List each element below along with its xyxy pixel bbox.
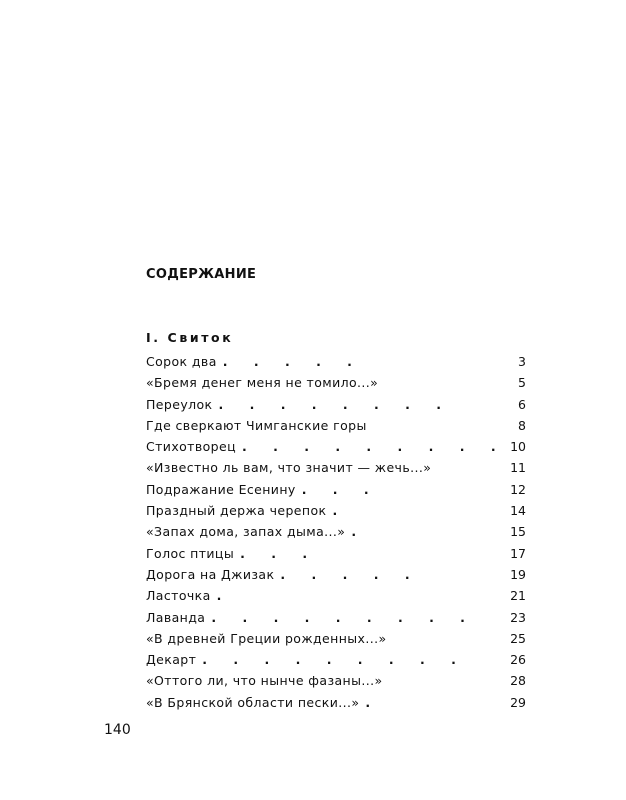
entry-leader-dots: . . . . . . . . . [202,652,467,668]
entry-leader-dots: . . . . . . . . [218,396,452,412]
toc-entry [146,521,526,542]
entry-page-number: 25 [510,630,526,646]
toc-entry [146,607,526,628]
entry-title: Где сверкают Чимганские горы [146,417,367,433]
entry-title: Декарт [146,652,197,668]
entry-page-number: 14 [510,503,526,519]
toc-entry [146,351,526,372]
entry-page-number: 28 [510,673,526,689]
toc-entry [146,543,526,564]
section-title: I. Свиток [146,330,234,345]
entry-page-number: 21 [510,588,526,604]
entry-title: Ласточка [146,588,211,604]
toc-entry [146,457,526,478]
entry-page-number: 19 [510,566,526,582]
entry-page-number: 17 [510,545,526,561]
toc-entry [146,500,526,521]
entry-leader-dots: . . . [240,545,319,561]
entry-title: Подражание Есенину [146,481,296,497]
entry-leader-dots: . . . . . . . . . [242,439,507,455]
entry-page-number: 15 [510,524,526,540]
entry-page-number: 26 [510,652,526,668]
entry-leader-dots: . [365,694,382,710]
entry-page-number: 10 [510,439,526,455]
toc-entry [146,628,526,649]
entry-title: Сорок два [146,354,217,369]
entry-leader-dots: . . . [301,481,380,497]
entry-title: «Известно ль вам, что значит — жечь...» [146,460,432,476]
entry-title: Дорога на Джизак [146,566,275,582]
toc-entry [146,479,526,500]
entry-title: Праздный держа черепок [146,503,327,519]
entry-title: «В Брянской области пески...» [146,694,360,710]
toc-entry [146,585,526,606]
entry-leader-dots: . . . . . [222,354,363,369]
toc-entry [146,415,526,436]
entry-page-number: 23 [510,609,526,625]
toc-entry [146,394,526,415]
entry-page-number: 5 [518,375,526,391]
page-number: 140 [104,722,131,738]
toc-entry [146,564,526,585]
entry-title: «В древней Греции рожденных...» [146,630,387,646]
toc-entry [146,670,526,691]
entry-leader-dots: . [332,503,349,519]
entry-leader-dots: . . . . . . . . . [211,609,476,625]
toc-heading: СОДЕРЖАНИЕ [146,267,257,282]
entry-title: Переулок [146,396,213,412]
entry-leader-dots: . [216,588,233,604]
entry-page-number: 8 [518,417,526,433]
entry-title: «Бремя денег меня не томило...» [146,375,379,391]
toc-entry [146,692,526,713]
entry-page-number: 12 [510,481,526,497]
entry-page-number: 11 [510,460,526,476]
entry-leader-dots: . . . . . [280,566,421,582]
toc-entry [146,649,526,670]
entry-title: «Запах дома, запах дыма...» [146,524,346,540]
toc-entry [146,372,526,393]
entry-title: «Оттого ли, что нынче фазаны...» [146,673,383,689]
entry-page-number: 3 [518,354,526,369]
entry-title: Голос птицы [146,545,235,561]
entry-title: Лаванда [146,609,206,625]
entry-page-number: 29 [510,694,526,710]
entry-title: Стихотворец [146,439,237,455]
toc-list [146,351,526,713]
entry-page-number: 6 [518,396,526,412]
toc-entry [146,436,526,457]
entry-leader-dots: . [351,524,368,540]
